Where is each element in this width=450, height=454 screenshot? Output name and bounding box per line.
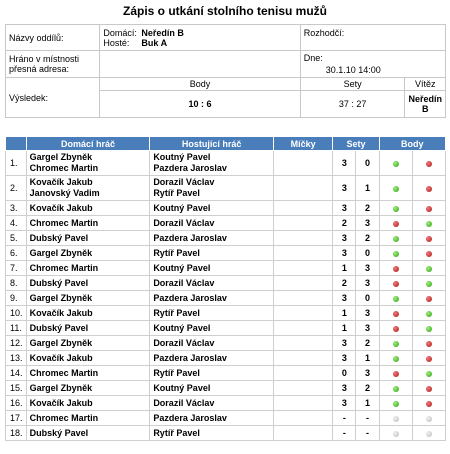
- home-sets: 3: [333, 291, 356, 306]
- table-row: [6, 276, 446, 291]
- home-player-name: Chromec Martin: [29, 367, 99, 378]
- match-number: 12.: [6, 336, 27, 351]
- status-dot-icon: [426, 401, 432, 407]
- home-label: Domácí:: [103, 27, 137, 38]
- home-team-value: Neředín B: [141, 27, 184, 38]
- home-sets: 1: [333, 321, 356, 336]
- home-players: [26, 231, 150, 246]
- balls-cell: [274, 261, 333, 276]
- home-point-cell: [379, 261, 412, 276]
- balls-cell: [274, 381, 333, 396]
- home-player-header: Domácí hráč: [26, 137, 150, 151]
- guest-player-name: Rytíř Pavel: [153, 427, 200, 438]
- home-player-name: Kovačík Jakub: [29, 397, 93, 408]
- guest-sets: -: [356, 411, 379, 426]
- table-row: [6, 336, 446, 351]
- home-players: [26, 321, 150, 336]
- home-players: [26, 246, 150, 261]
- guest-point-cell: [412, 351, 445, 366]
- matches-table: [5, 136, 446, 441]
- home-point-cell: [379, 426, 412, 441]
- home-sets: 2: [333, 216, 356, 231]
- guest-player-name: Rytíř Pavel: [153, 188, 200, 198]
- guest-players: [150, 306, 274, 321]
- guest-player-name: Koutný Pavel: [153, 382, 211, 393]
- home-players: [26, 291, 150, 306]
- status-dot-icon: [393, 431, 399, 437]
- home-point-cell: [379, 291, 412, 306]
- status-dot-icon: [426, 161, 432, 167]
- home-sets: 3: [333, 381, 356, 396]
- sets-value: 37 : 27: [300, 91, 405, 118]
- home-point-cell: [379, 201, 412, 216]
- points-value: 10 : 6: [100, 91, 300, 118]
- guest-point-cell: [412, 261, 445, 276]
- guest-sets: 2: [356, 231, 379, 246]
- match-number: 10.: [6, 306, 27, 321]
- table-row: [6, 351, 446, 366]
- home-sets: 0: [333, 366, 356, 381]
- home-sets: 3: [333, 176, 356, 201]
- status-dot-icon: [393, 371, 399, 377]
- guest-player-name: Pazdera Jaroslav: [153, 352, 227, 363]
- guest-point-cell: [412, 306, 445, 321]
- table-row: [6, 321, 446, 336]
- guest-sets: 0: [356, 151, 379, 176]
- guest-players: [150, 366, 274, 381]
- home-player-name: Kovačík Jakub: [29, 352, 93, 363]
- guest-player-name: Pazdera Jaroslav: [153, 232, 227, 243]
- match-number: 11.: [6, 321, 27, 336]
- match-number: 14.: [6, 366, 27, 381]
- guest-label: Hosté:: [103, 37, 130, 48]
- date-value: 30.1.10 14:00: [325, 65, 381, 75]
- balls-cell: [274, 396, 333, 411]
- guest-player-name: Dorazil Václav: [153, 277, 215, 288]
- home-point-cell: [379, 151, 412, 176]
- guest-players: [150, 276, 274, 291]
- status-dot-icon: [426, 326, 432, 332]
- home-point-cell: [379, 411, 412, 426]
- guest-player-name: Rytíř Pavel: [153, 307, 200, 318]
- status-dot-icon: [393, 221, 399, 227]
- table-row: [6, 201, 446, 216]
- guest-player-name: Rytíř Pavel: [153, 367, 200, 378]
- team-names-label: Názvy oddílů:: [6, 25, 100, 51]
- status-dot-icon: [426, 386, 432, 392]
- home-player-name: Kovačík Jakub: [29, 177, 93, 187]
- home-point-cell: [379, 176, 412, 201]
- status-dot-icon: [426, 356, 432, 362]
- balls-cell: [274, 366, 333, 381]
- balls-cell: [274, 426, 333, 441]
- home-players: [26, 261, 150, 276]
- guest-point-cell: [412, 216, 445, 231]
- home-sets: 3: [333, 336, 356, 351]
- home-players: [26, 381, 150, 396]
- match-number: 13.: [6, 351, 27, 366]
- guest-players: [150, 381, 274, 396]
- guest-player-name: Pazdera Jaroslav: [153, 292, 227, 303]
- status-dot-icon: [393, 206, 399, 212]
- table-row: [6, 151, 446, 176]
- home-sets: 1: [333, 306, 356, 321]
- home-players: [26, 366, 150, 381]
- balls-cell: [274, 231, 333, 246]
- home-player-name: Chromec Martin: [29, 412, 99, 423]
- winner-header: Vítěz: [405, 78, 446, 91]
- status-dot-icon: [426, 221, 432, 227]
- points-header: Body: [100, 78, 300, 91]
- status-dot-icon: [393, 356, 399, 362]
- guest-players: [150, 151, 274, 176]
- table-row: [6, 381, 446, 396]
- guest-point-cell: [412, 291, 445, 306]
- guest-player-name: Dorazil Václav: [153, 177, 215, 187]
- home-player-name: Dubský Pavel: [29, 322, 89, 333]
- guest-point-cell: [412, 366, 445, 381]
- status-dot-icon: [393, 251, 399, 257]
- guest-team-value: Buk A: [141, 37, 168, 48]
- home-sets: 3: [333, 151, 356, 176]
- home-point-cell: [379, 216, 412, 231]
- home-point-cell: [379, 276, 412, 291]
- home-player-name: Gargel Zbyněk: [29, 337, 93, 348]
- table-row: [6, 411, 446, 426]
- home-player-name: Chromec Martin: [29, 262, 99, 273]
- status-dot-icon: [393, 416, 399, 422]
- guest-players: [150, 231, 274, 246]
- home-players: [26, 426, 150, 441]
- result-label: Výsledek:: [6, 78, 100, 118]
- guest-player-name: Dorazil Václav: [153, 337, 215, 348]
- guest-sets: 3: [356, 216, 379, 231]
- home-player-name: Dubský Pavel: [29, 277, 89, 288]
- guest-point-cell: [412, 396, 445, 411]
- guest-sets: 1: [356, 396, 379, 411]
- match-number: 6.: [6, 246, 27, 261]
- table-row: [6, 291, 446, 306]
- guest-player-name: Koutný Pavel: [153, 262, 211, 273]
- guest-point-cell: [412, 176, 445, 201]
- guest-sets: 0: [356, 246, 379, 261]
- home-player-name: Dubský Pavel: [29, 232, 89, 243]
- guest-players: [150, 321, 274, 336]
- balls-cell: [274, 291, 333, 306]
- balls-cell: [274, 336, 333, 351]
- guest-point-cell: [412, 321, 445, 336]
- balls-cell: [274, 216, 333, 231]
- guest-player-name: Rytíř Pavel: [153, 247, 200, 258]
- home-players: [26, 216, 150, 231]
- guest-sets: 3: [356, 276, 379, 291]
- guest-sets: 3: [356, 306, 379, 321]
- balls-cell: [274, 151, 333, 176]
- balls-cell: [274, 306, 333, 321]
- status-dot-icon: [426, 236, 432, 242]
- home-point-cell: [379, 306, 412, 321]
- referee-cell: [300, 25, 445, 51]
- guest-sets: 3: [356, 261, 379, 276]
- status-dot-icon: [426, 416, 432, 422]
- home-players: [26, 396, 150, 411]
- status-dot-icon: [426, 296, 432, 302]
- status-dot-icon: [393, 326, 399, 332]
- referee-label: Rozhodčí:: [303, 28, 345, 38]
- guest-player-name: Dorazil Václav: [153, 397, 215, 408]
- table-row: [6, 396, 446, 411]
- home-point-cell: [379, 321, 412, 336]
- guest-players: [150, 291, 274, 306]
- guest-player-name: Koutný Pavel: [153, 152, 211, 162]
- home-players: [26, 336, 150, 351]
- home-players: [26, 201, 150, 216]
- home-player-name: Janovský Vadim: [29, 188, 100, 198]
- table-row: [6, 216, 446, 231]
- home-point-cell: [379, 246, 412, 261]
- table-row: [6, 261, 446, 276]
- guest-sets: 2: [356, 336, 379, 351]
- points-header-col: Body: [379, 137, 445, 151]
- date-cell: [300, 51, 445, 78]
- guest-players: [150, 426, 274, 441]
- balls-cell: [274, 276, 333, 291]
- home-players: [26, 306, 150, 321]
- home-players: [26, 176, 150, 201]
- table-row: [6, 426, 446, 441]
- guest-point-cell: [412, 426, 445, 441]
- table-row: [6, 246, 446, 261]
- place-label: Hráno v místnosti přesná adresa:: [6, 51, 100, 78]
- guest-players: [150, 246, 274, 261]
- status-dot-icon: [393, 281, 399, 287]
- status-dot-icon: [393, 161, 399, 167]
- status-dot-icon: [393, 296, 399, 302]
- place-value-cell: [100, 51, 300, 78]
- home-sets: 2: [333, 276, 356, 291]
- table-row: [6, 176, 446, 201]
- status-dot-icon: [393, 401, 399, 407]
- home-player-name: Gargel Zbyněk: [29, 382, 93, 393]
- guest-point-cell: [412, 336, 445, 351]
- home-players: [26, 151, 150, 176]
- guest-players: [150, 201, 274, 216]
- home-players: [26, 411, 150, 426]
- match-number: 3.: [6, 201, 27, 216]
- status-dot-icon: [426, 311, 432, 317]
- guest-point-cell: [412, 276, 445, 291]
- sets-header-col: Sety: [333, 137, 379, 151]
- winner-value: Neředín B: [405, 91, 446, 118]
- balls-cell: [274, 176, 333, 201]
- balls-cell: [274, 411, 333, 426]
- match-number: 2.: [6, 176, 27, 201]
- match-number: 7.: [6, 261, 27, 276]
- home-sets: 3: [333, 396, 356, 411]
- match-number: 17.: [6, 411, 27, 426]
- guest-players: [150, 336, 274, 351]
- status-dot-icon: [393, 186, 399, 192]
- guest-sets: 2: [356, 201, 379, 216]
- guest-players: [150, 411, 274, 426]
- home-player-name: Kovačík Jakub: [29, 307, 93, 318]
- status-dot-icon: [426, 371, 432, 377]
- balls-header: Míčky: [274, 137, 333, 151]
- home-sets: 3: [333, 246, 356, 261]
- home-player-name: Dubský Pavel: [29, 427, 89, 438]
- guest-players: [150, 176, 274, 201]
- guest-sets: 3: [356, 321, 379, 336]
- table-row: [6, 306, 446, 321]
- guest-point-cell: [412, 231, 445, 246]
- guest-players: [150, 216, 274, 231]
- guest-players: [150, 396, 274, 411]
- home-player-name: Gargel Zbyněk: [29, 247, 93, 258]
- match-number: 9.: [6, 291, 27, 306]
- guest-point-cell: [412, 246, 445, 261]
- guest-player-header: Hostující hráč: [150, 137, 274, 151]
- guest-players: [150, 261, 274, 276]
- home-players: [26, 351, 150, 366]
- balls-cell: [274, 201, 333, 216]
- home-player-name: Kovačík Jakub: [29, 202, 93, 213]
- home-sets: 1: [333, 261, 356, 276]
- status-dot-icon: [426, 341, 432, 347]
- balls-cell: [274, 246, 333, 261]
- balls-cell: [274, 351, 333, 366]
- guest-player-name: Pazdera Jaroslav: [153, 163, 227, 173]
- match-info-table: [5, 24, 446, 118]
- guest-sets: 2: [356, 381, 379, 396]
- home-sets: -: [333, 411, 356, 426]
- home-sets: 3: [333, 231, 356, 246]
- status-dot-icon: [426, 281, 432, 287]
- guest-point-cell: [412, 151, 445, 176]
- guest-sets: 1: [356, 351, 379, 366]
- match-number: 18.: [6, 426, 27, 441]
- match-number: 16.: [6, 396, 27, 411]
- status-dot-icon: [393, 311, 399, 317]
- status-dot-icon: [426, 206, 432, 212]
- home-player-name: Chromec Martin: [29, 163, 99, 173]
- home-player-name: Chromec Martin: [29, 217, 99, 228]
- home-sets: -: [333, 426, 356, 441]
- guest-players: [150, 351, 274, 366]
- guest-point-cell: [412, 381, 445, 396]
- home-players: [26, 276, 150, 291]
- match-number: 1.: [6, 151, 27, 176]
- home-sets: 3: [333, 201, 356, 216]
- home-point-cell: [379, 351, 412, 366]
- home-player-name: Gargel Zbyněk: [29, 152, 93, 162]
- table-row: [6, 366, 446, 381]
- match-number: 4.: [6, 216, 27, 231]
- guest-sets: 3: [356, 366, 379, 381]
- home-point-cell: [379, 366, 412, 381]
- guest-player-name: Pazdera Jaroslav: [153, 412, 227, 423]
- status-dot-icon: [426, 431, 432, 437]
- home-sets: 3: [333, 351, 356, 366]
- guest-sets: -: [356, 426, 379, 441]
- guest-point-cell: [412, 411, 445, 426]
- status-dot-icon: [393, 236, 399, 242]
- home-point-cell: [379, 396, 412, 411]
- status-dot-icon: [426, 251, 432, 257]
- home-point-cell: [379, 336, 412, 351]
- match-number: 15.: [6, 381, 27, 396]
- sets-header: Sety: [300, 78, 405, 91]
- status-dot-icon: [426, 266, 432, 272]
- table-row: [6, 231, 446, 246]
- date-label: Dne:: [303, 53, 323, 63]
- guest-player-name: Koutný Pavel: [153, 322, 211, 333]
- home-point-cell: [379, 381, 412, 396]
- guest-player-name: Dorazil Václav: [153, 217, 215, 228]
- home-player-name: Gargel Zbyněk: [29, 292, 93, 303]
- match-number: 8.: [6, 276, 27, 291]
- guest-player-name: Koutný Pavel: [153, 202, 211, 213]
- page-title: Zápis o utkání stolního tenisu mužů: [122, 4, 327, 18]
- status-dot-icon: [426, 186, 432, 192]
- teams-cell: [100, 25, 300, 51]
- match-number: 5.: [6, 231, 27, 246]
- status-dot-icon: [393, 386, 399, 392]
- home-point-cell: [379, 231, 412, 246]
- balls-cell: [274, 321, 333, 336]
- guest-sets: 1: [356, 176, 379, 201]
- guest-sets: 0: [356, 291, 379, 306]
- status-dot-icon: [393, 341, 399, 347]
- status-dot-icon: [393, 266, 399, 272]
- guest-point-cell: [412, 201, 445, 216]
